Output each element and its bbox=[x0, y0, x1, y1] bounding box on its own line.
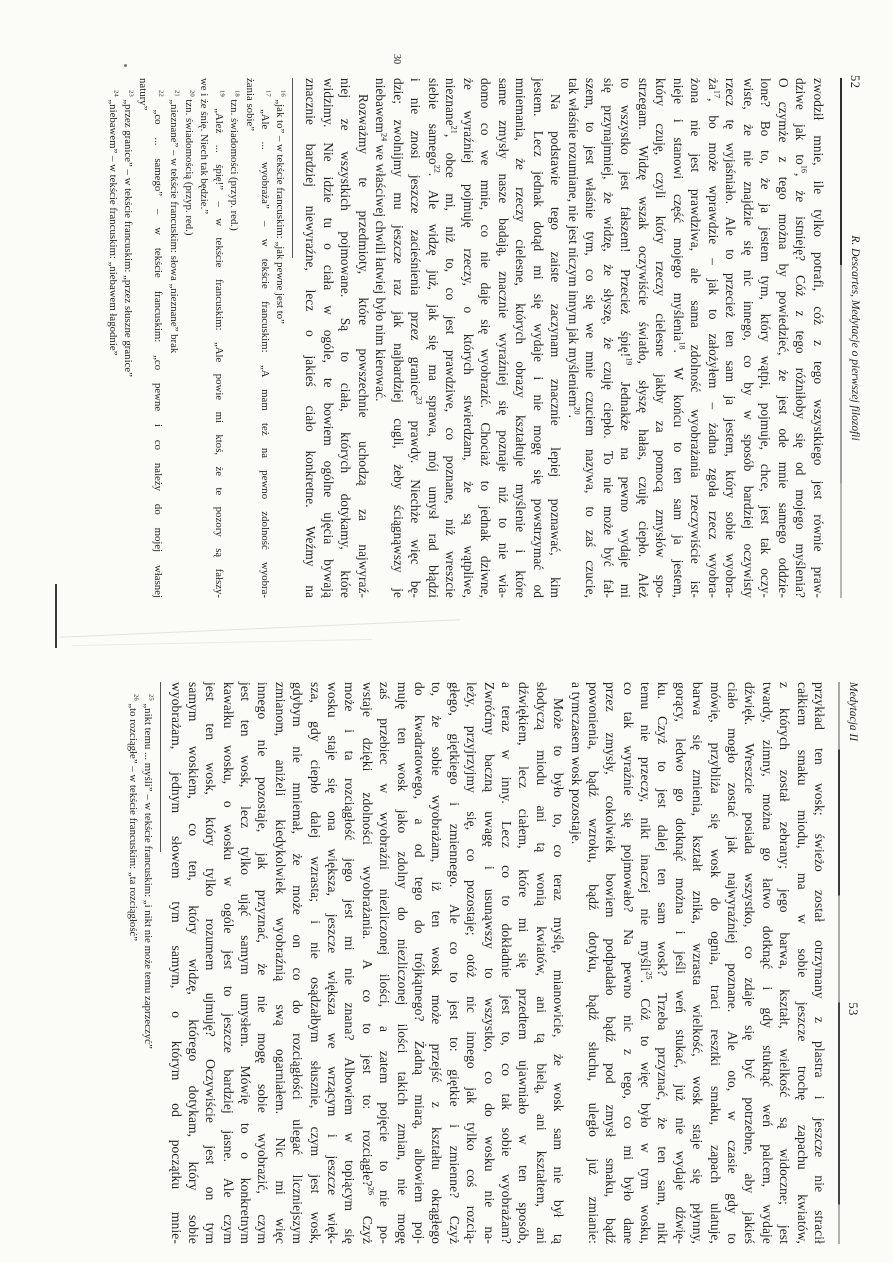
body-text-line: słodyczą miodu ani tą wonią kwiatów, ani tą bielą, ani kształtem, ani bbox=[533, 682, 549, 1244]
body-text-line: ku. Czyż to jest dalej ten sam wosk? Trzeba przyznać, że ten sam, nikt bbox=[655, 682, 671, 1244]
body-text-line: zaś przebiec w wyobraźni niezliczonej ilości, a zatem pojęcie to nie po- bbox=[377, 682, 393, 1244]
footnote-separator-53 bbox=[160, 682, 161, 852]
body-text-line: twardy, zimny, można go łatwo dotknąć i gdy stuknąć weń palcem, wydaje bbox=[759, 682, 775, 1244]
margin-line-number: 30 bbox=[391, 54, 402, 65]
body-text-line: widzimy. Nie idzie tu o ciała w ogóle, te bowiem ogólne ujęcia bywają bbox=[321, 78, 336, 598]
footnote-line: $^{26}$ „to rozciągłe” – w tekście francuskim: „ta rozciągłość” bbox=[126, 694, 140, 942]
footnote-line: natury” bbox=[137, 78, 150, 111]
footnote-line: $^{17}$ „Ale ... wyobraża” – w tekście francuskim: „A mam też na pewno zdolność wyobra- bbox=[258, 90, 272, 598]
body-text-line: który czuję, czyli który rzeczy cielesne jakby za pomocą zmysłów spo- bbox=[653, 78, 669, 598]
footnote-line: $^{16}$ „jak to” – w tekście francuskim: „jak pewne jest to” bbox=[274, 90, 287, 324]
page-53-content bbox=[125, 650, 863, 1250]
body-text-line: dziwe jak $to^{16}$, że istnieję? Cóż z tego różniłoby się od mojego myślenia? bbox=[793, 78, 809, 598]
body-text-line: nieznane$^{21}$, obce mi, niż to, co jest prawdziwe, co poznane, niż wreszcie bbox=[443, 78, 459, 598]
body-text-line: co tak wyraźnie się pojmowało? Na pewno nic z tego, co mi było dane bbox=[620, 682, 636, 1244]
body-text-line: barwa się zmienia, kształt znika, wzrasta wielkość, wosk staje się płynny, bbox=[690, 682, 706, 1244]
body-text-line: znacznie bardziej niewyraźne, lecz o jakieś ciało konkretne. Weźmy na bbox=[303, 78, 319, 598]
body-text-line: dzie; zwolnijmy mu jeszcze raz jak najbardziej cugli, żeby ściągnąwszy je 30 bbox=[390, 78, 408, 598]
body-text-line: lone? Bo to, że ja jestem tym, który wątpi, pojmuje, chce, jest tak oczy- bbox=[758, 78, 774, 598]
footnote-line: $^{24}$ „niebawem” – w tekście francuskim: „niebawem łagodnie” bbox=[106, 90, 120, 356]
footnote-line: żania sobie” bbox=[243, 78, 256, 132]
body-text-line: do kwadratowego, a od tego do trójkątnego? Żadną miarą, albowiem poj- bbox=[412, 682, 428, 1244]
body-text-line: O czymże z tego można by powiedzieć, że jest ode mnie samego oddzie- bbox=[776, 78, 791, 598]
running-header-52: R. Descartes, Medytacje o pierwszej filozofii bbox=[849, 235, 861, 441]
body-text-line: niebawem$^{24}$ we właściwej chwili łatwiej było nim kierować. bbox=[373, 78, 389, 402]
footnote-line: $^{23}$ „przez granice” – w tekście francuskim: „przez słuszne granice” bbox=[122, 90, 135, 377]
body-text-line: dźwięk. Wreszcie posiada wszystko, co zdaje się być potrzebne, aby jakieś bbox=[742, 682, 758, 1244]
body-text-line: głego, giętkiego i zmiennego. Ale co to jest to: giętkie i zmienne? Czyż bbox=[446, 682, 462, 1244]
body-text-line: a tymczasem wosk pozostaje. bbox=[568, 682, 584, 845]
body-text-line: gdybym nie mniemał, że może on co do rozciągłości ulegać liczniejszym bbox=[290, 682, 306, 1244]
body-text-line: gorący, ledwo go dotknąć można i jeśli weń stukać, już nie wydaje dźwię- bbox=[672, 682, 688, 1244]
footnote-line: $^{22}$ „co ... samego” – w tekście francuskim: „co pewne i co należy do mojej własnej bbox=[152, 90, 166, 598]
body-text-line: żona nie jest prawdziwa, ale sama zdolność wyobrażania rzeczywiście ist- bbox=[688, 78, 704, 598]
body-text-line: mniemania, że rzeczy cielesne, których obrazy kształtuje myślenie i które bbox=[513, 78, 529, 598]
body-text-line: temu nie przeczy, nikt inaczej nie myśli$^{25}$. Cóż to więc było w tym wosku, bbox=[638, 682, 654, 1244]
page-53-header bbox=[841, 682, 863, 1244]
body-text-line: jestem. Lecz jednak dotąd mi się wydaje i nie mogę się powstrzymać od bbox=[531, 78, 546, 598]
body-text-line: wiste, że nie znajdzie się nic innego, co by w sposób bardziej oczywisty bbox=[741, 78, 756, 598]
body-text-line: całkiem smaku miodu, ma w sobie jeszcze trochę zapachu kwiatów, bbox=[794, 682, 810, 1244]
body-text-line: kawałku wosku, o wosku w ogóle jest to jeszcze bardziej jasne. Ale czym bbox=[220, 682, 236, 1244]
body-text-line: Na podstawie tego zaiste zaczynam znacznie lepiej poznawać, kim bbox=[548, 94, 564, 598]
body-text-line: się przynajmniej, że widzę, że słyszę, że czuję ciepło. To nie może być fał- bbox=[601, 78, 616, 598]
body-text-line: niej ze wszystkich pojmowane. Są to ciała, których dotykamy, które bbox=[338, 78, 354, 598]
body-text-line: dźwiękiem, lecz ciałem, które mi się przedtem ujawniało w ten sposób, bbox=[516, 682, 532, 1244]
body-text-line: to, że sobie wyobrażam, iż ten wosk może przejść z kształtu okrągłego bbox=[429, 682, 445, 1244]
body-text-line: innego nie pozostaje, jak przyznać, że nie mogę sobie wyobrazić, czym bbox=[255, 682, 271, 1244]
body-text-line: nieje i stanowi część mojego myślenia$^{18}$. W końcu to ten sam ja jestem, bbox=[671, 78, 687, 599]
body-text-line: może i ta rozciągłość jego jest mi nie znana? Albowiem w topiącym się bbox=[342, 682, 358, 1244]
body-text-line: sza, gdy ciepło dalej wzrasta; i nie osądzałbym słusznie, czym jest wosk, bbox=[307, 682, 323, 1244]
page-52-body bbox=[302, 54, 827, 599]
body-text-line: zmianom, aniżeli kiedykolwiek wyobraźnią swą ogarniałem. Nic mi więc bbox=[272, 682, 288, 1244]
gutter-fold-shadow bbox=[72, 639, 372, 646]
header-rule-53 bbox=[838, 682, 840, 1244]
body-text-line: mówię, przybliża się wosk do ognia, traci resztki smaku, zapach ulatuje, bbox=[707, 682, 723, 1244]
body-text-line: rzecz tę wyjaśniało. Ale to przecież ten sam ja jestem, który sobie wyobra- bbox=[723, 78, 739, 598]
footnote-line: $^{20}$ tzn. świadomością (przyp. red.) bbox=[182, 90, 196, 236]
footnote-separator-52 bbox=[292, 78, 293, 258]
body-text-line: jest ten wosk, lecz tylko ująć samym umysłem. Mówię to o konkretnym bbox=[238, 682, 254, 1244]
page-number-52: 52 bbox=[848, 75, 862, 89]
page-number-53: 53 bbox=[846, 1002, 860, 1016]
body-text-line: $ża^{17}$, bo może wprawdzie – jak to założyłem – żadna zgoła rzecz wyobra- bbox=[706, 78, 722, 598]
body-text-line: Zwróćmy baczną uwagę i usunąwszy to wszystko, co do wosku nie na- bbox=[481, 682, 497, 1244]
body-text-line: Może to było to, co teraz myślę, mianowicie, że wosk sam nie był tą bbox=[551, 698, 567, 1244]
body-text-line: i nie znosi jeszcze zacieśnienia przez granice$^{23}$ prawdy. Niechże więc bę- bbox=[408, 78, 424, 598]
body-text-line: z których został zebrany; jego barwa, kształt, wielkość są widoczne; jest bbox=[777, 682, 793, 1244]
body-text-line: muję ten wosk jako zdolny do niezliczonej ilości takich zmian, nie mogę bbox=[394, 682, 410, 1244]
footnote-line: $^{21}$ „nieznane” – w tekście francuskim: słowa „nieznane” brak bbox=[167, 90, 181, 354]
page-53-footnotes bbox=[125, 682, 155, 1244]
body-text-line: ciało mogło zostać jak najwyraźniej poznane. Ale oto, w czasie gdy to bbox=[725, 682, 741, 1244]
body-text-line: strzegam. Widzę wszak oczywiście światło, słyszę hałas, czuję ciepło. Ależ bbox=[636, 78, 651, 598]
gutter-crease-mark bbox=[55, 584, 57, 648]
running-header-53: Medytacja II bbox=[847, 682, 859, 742]
body-text-line: że wyraźniej pojmuję rzeczy, o których stwierdzam, że są wątpliwe, bbox=[461, 78, 476, 598]
body-text-line: samym woskiem, co ten, który widzę, którego dotykam, który sobie bbox=[185, 682, 201, 1244]
body-text-line: siebie samego$^{22}$. Ale widzę już, jak się ma sprawa, mój umysł rad błądzi bbox=[426, 78, 442, 599]
footnote-line: $^{19}$ „Ależ ... śpię!” – w tekście francuskim: „Ale powie mi ktoś, że te pozory są fałszy- bbox=[213, 90, 226, 598]
body-text-line: wstaje dzięki zdolności wyobrażania. A co to jest to: rozciągłe?$^{26}$ Czyż bbox=[359, 682, 376, 1244]
page-52 bbox=[55, 52, 865, 602]
body-text-line: szem, to jest właśnie tym, co się we mnie czuciem nazywa, to zaś czucie, bbox=[583, 78, 599, 598]
body-text-line: to wszystko jest fałszem! Przecież śpię!$^{19}$ Jednakże na pewno wydaje mi bbox=[618, 78, 634, 598]
page-52-footnotes bbox=[105, 78, 287, 598]
body-text-line: przykład ten wosk; świeżo został otrzymany z plastra i jeszcze nie stracił bbox=[812, 682, 827, 1244]
body-text-line: domo co we mnie, co nie daje się wyobrazić. Chociaż to jednak dziwne, bbox=[478, 78, 494, 598]
gutter-fold-shadow bbox=[60, 619, 460, 637]
body-text-line: zwodził mnie, ile tylko potrafi, cóż z tego wszystkiego jest równie praw- bbox=[811, 78, 826, 598]
body-text-line: wyobrażam, jednym słowem tym samym, o którym od początku mnie- bbox=[168, 682, 184, 1244]
body-text-line: leży, przyjrzyjmy się, co pozostaje; otóż nic innego jak tylko coś rozcią- bbox=[464, 682, 480, 1244]
body-text-line: jest ten wosk, który tylko rozumem ujmuję? Oczywiście jest on tym bbox=[203, 682, 219, 1244]
page-52-header bbox=[843, 75, 865, 598]
page-53-body bbox=[167, 682, 828, 1244]
body-text-line: same zmysły nasze badają, znacznie wyraźniej się poznaje niż to nie wia- bbox=[496, 78, 511, 598]
body-text-line: powonienia, bądź wzroku, bądź dotyku, bądź słuchu, uległo już zmianie: bbox=[585, 682, 601, 1244]
scan-speck bbox=[124, 64, 127, 67]
footnote-line: we i że śnię. Niech tak będzie.” bbox=[198, 78, 211, 215]
body-text-line: wosku staje się ona większa, jeszcze większa we wrzącym i jeszcze więk- bbox=[325, 682, 341, 1244]
body-text-line: przez zmysły, cokolwiek bowiem podpadało bądź pod zmysł smaku, bądź bbox=[603, 682, 619, 1244]
body-text-line: a teraz w inny. Lecz co to dokładnie jest to, co tak sobie wyobrażam? bbox=[498, 682, 514, 1244]
body-text-line: tak właśnie rozumiane, nie jest niczym innym jak myśleniem$^{20}$. bbox=[566, 78, 582, 419]
page-53 bbox=[93, 650, 863, 1250]
page-52-content bbox=[105, 52, 865, 602]
footnote-line: $^{25}$ „nikt temu ... myśli” – w tekście francuskim: „i nikt nie może temu zaprzeczyć” bbox=[142, 694, 155, 1049]
body-text-line: Rozważmy te przedmioty, które powszechnie uchodzą za najwyraź- bbox=[356, 94, 371, 598]
footnote-line: $^{18}$ tzn. świadomości (przyp. red.) bbox=[228, 90, 242, 231]
header-rule-52 bbox=[840, 78, 842, 598]
